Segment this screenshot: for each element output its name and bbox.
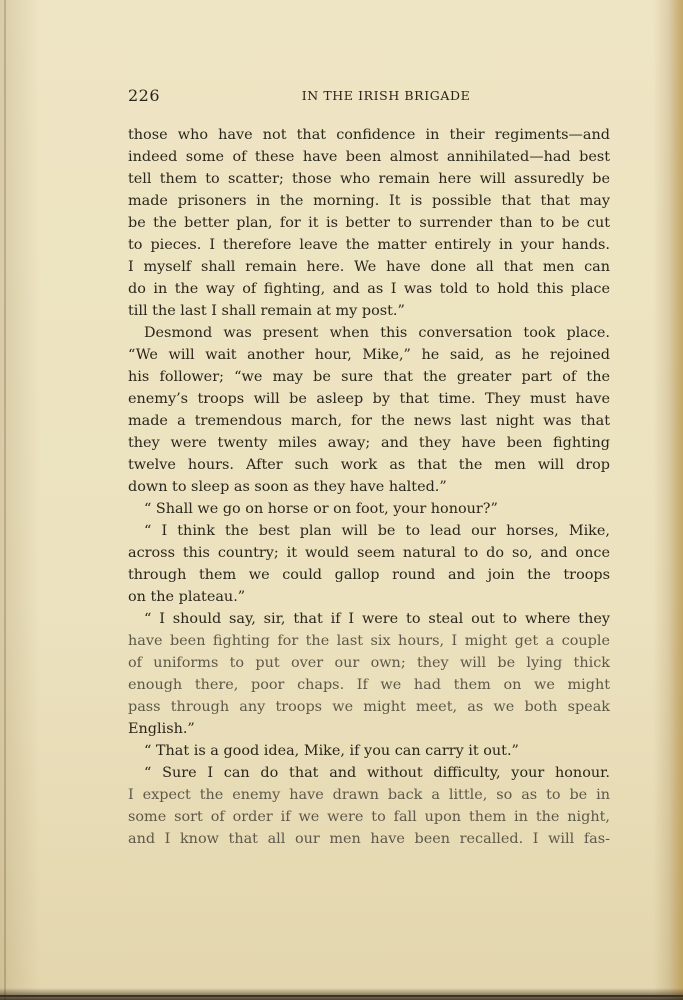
text-line: of uniforms to put over our own; they will be lying thick (128, 655, 610, 671)
page-edge-bottom (0, 988, 683, 1000)
text-line: “ That is a good idea, Mike, if you can carry it out.” (144, 743, 519, 759)
body-text (128, 124, 610, 850)
page-number: 226 (128, 86, 161, 105)
page-edge-right (669, 0, 683, 1000)
running-title: IN THE IRISH BRIGADE (301, 88, 471, 103)
text-line: through them we could gallop round and join the troops (128, 567, 610, 583)
text-line: down to sleep as soon as they have halted.” (128, 479, 447, 495)
text-line: some sort of order if we were to fall upon them in the night, (128, 809, 610, 825)
text-line: enough there, poor chaps. If we had them on we might (128, 677, 610, 693)
text-line: those who have not that confidence in their regiments—and (128, 127, 610, 143)
text-line: do in the way of fighting, and as I was told to hold this place (128, 281, 610, 297)
text-line: twelve hours. After such work as that the men will drop (128, 457, 610, 473)
text-line: they were twenty miles away; and they have been fighting (128, 435, 610, 451)
page-spine-shadow (4, 0, 6, 1000)
text-line: to pieces. I therefore leave the matter entirely in your hands. (128, 237, 610, 253)
text-line: tell them to scatter; those who remain here will assuredly be (128, 171, 610, 187)
text-line: indeed some of these have been almost annihilated—had best (128, 149, 610, 165)
text-line: till the last I shall remain at my post.” (128, 303, 405, 319)
text-line: “ I think the best plan will be to lead our horses, Mike, (144, 523, 610, 539)
text-line: across this country; it would seem natural to do so, and once (128, 545, 610, 561)
text-line: and I know that all our men have been recalled. I will fas- (128, 831, 610, 847)
text-line: his follower; “we may be sure that the greater part of the (128, 369, 610, 385)
text-line: I myself shall remain here. We have done all that men can (128, 259, 610, 275)
text-line: English.” (128, 721, 195, 737)
text-line: pass through any troops we might meet, as we both speak (128, 699, 610, 715)
text-line: enemy’s troops will be asleep by that time. They must have (128, 391, 610, 407)
text-line: I expect the enemy have drawn back a little, so as to be in (128, 787, 610, 803)
text-line: made prisoners in the morning. It is possible that that may (128, 193, 610, 209)
text-line: made a tremendous march, for the news last night was that (128, 413, 610, 429)
text-line: “ I should say, sir, that if I were to steal out to where they (144, 611, 610, 627)
text-line: “ Sure I can do that and without difficulty, your honour. (144, 765, 610, 781)
page-header (128, 86, 610, 110)
text-line: on the plateau.” (128, 589, 246, 605)
text-line: have been fighting for the last six hours, I might get a couple (128, 633, 610, 649)
text-line: “ Shall we go on horse or on foot, your honour?” (144, 501, 498, 517)
text-line: be the better plan, for it is better to surrender than to be cut (128, 215, 610, 231)
text-line: “We will wait another hour, Mike,” he said, as he rejoined (128, 347, 610, 363)
text-line: Desmond was present when this conversation took place. (144, 325, 610, 341)
